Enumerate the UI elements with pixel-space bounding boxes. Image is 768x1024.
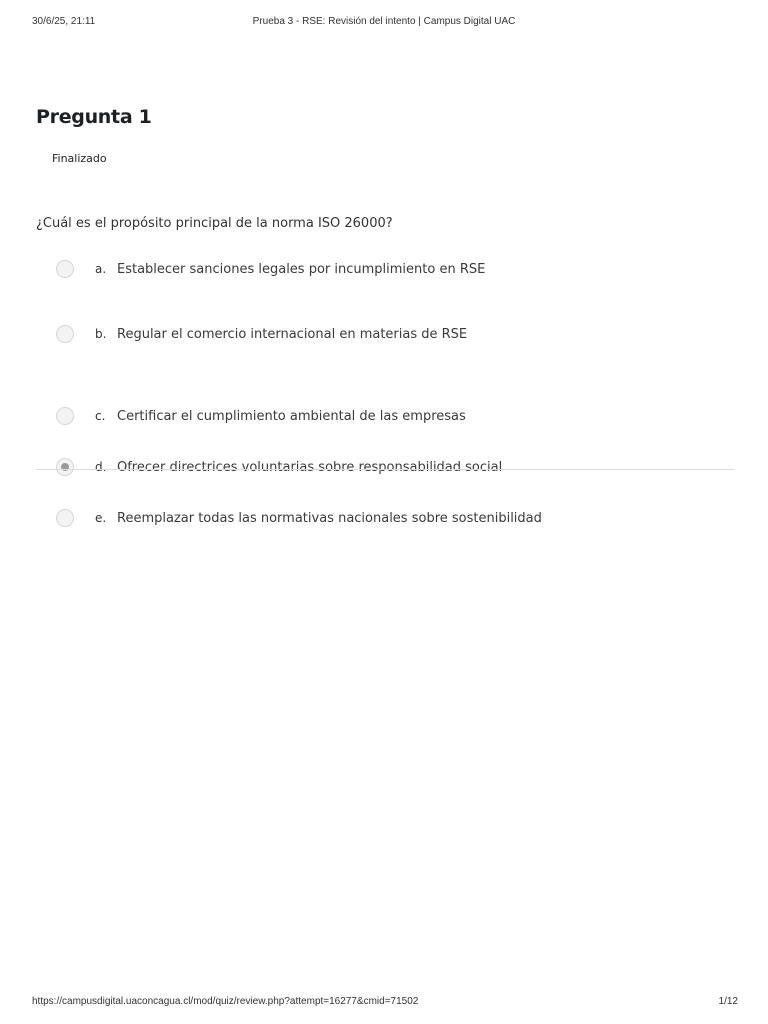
radio-button-b[interactable] <box>56 325 74 343</box>
answer-option-b[interactable] <box>56 323 467 345</box>
divider-line <box>36 469 734 470</box>
page-number: 1/12 <box>718 996 738 1007</box>
question-title: Pregunta 1 <box>36 106 152 128</box>
answer-letter: d. <box>95 460 107 474</box>
answer-letter: b. <box>95 327 107 341</box>
answer-letter: e. <box>95 511 107 525</box>
answer-option-e[interactable] <box>56 507 542 529</box>
question-state: Finalizado <box>52 152 107 165</box>
radio-button-e[interactable] <box>56 509 74 527</box>
answer-text: Reemplazar todas las normativas nacionales sobre sostenibilidad <box>117 510 542 526</box>
answer-text: Ofrecer directrices voluntarias sobre responsabilidad social <box>117 459 503 475</box>
radio-button-a[interactable] <box>56 260 74 278</box>
answer-text: Establecer sanciones legales por incumplimiento en RSE <box>117 261 486 277</box>
radio-button-d[interactable] <box>56 458 74 476</box>
answer-letter: c. <box>95 409 106 423</box>
answer-option-c[interactable] <box>56 405 466 427</box>
radio-button-c[interactable] <box>56 407 74 425</box>
print-document-title: Prueba 3 - RSE: Revisión del intento | Campus Digital UAC <box>252 16 516 27</box>
answer-letter: a. <box>95 262 107 276</box>
answer-option-d[interactable] <box>56 456 502 478</box>
print-url: https://campusdigital.uaconcagua.cl/mod/quiz/review.php?attempt=16277&cmid=71502 <box>32 996 419 1007</box>
answer-option-a[interactable] <box>56 258 485 280</box>
answer-text: Regular el comercio internacional en materias de RSE <box>117 326 468 342</box>
print-footer <box>0 996 768 1010</box>
question-text: ¿Cuál es el propósito principal de la norma ISO 26000? <box>36 216 393 231</box>
print-date: 30/6/25, 21:11 <box>32 16 96 27</box>
answer-text: Certificar el cumplimiento ambiental de las empresas <box>117 408 466 424</box>
